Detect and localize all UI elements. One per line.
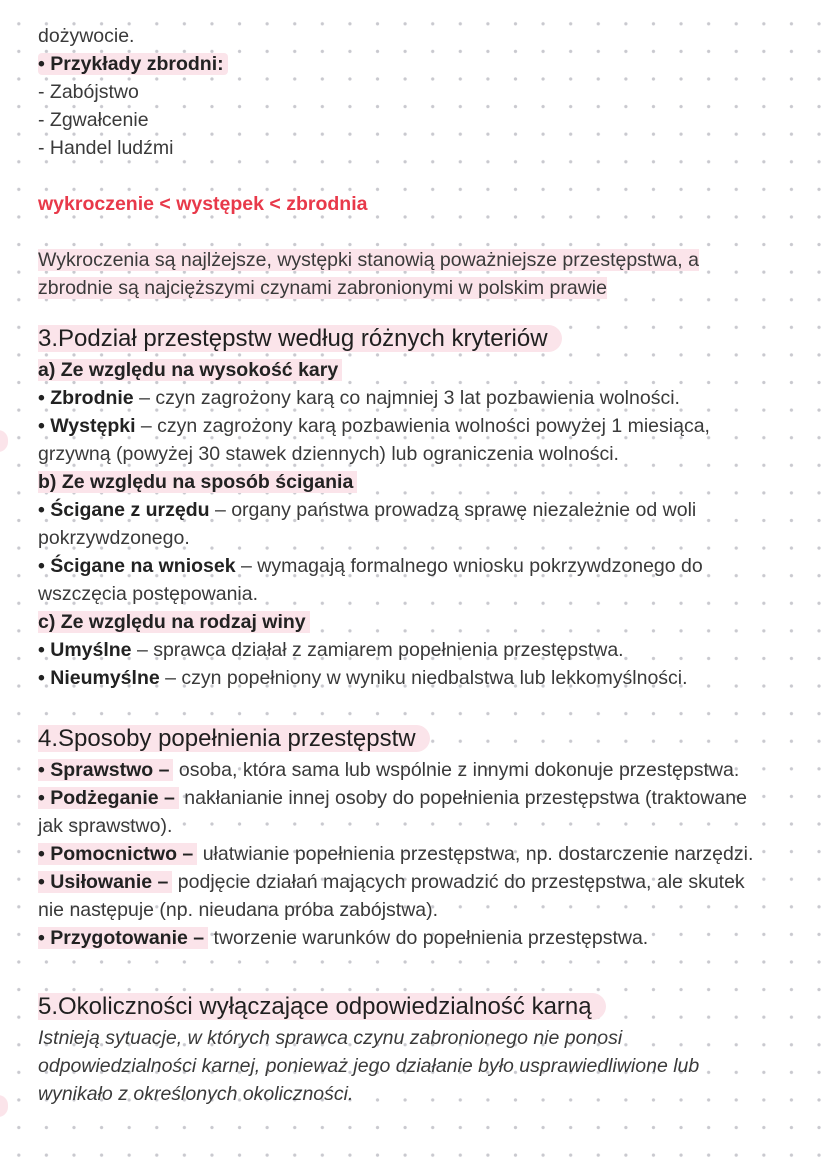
list-item: • Ścigane na wniosek – wymagają formalnego wniosku pokrzywdzonego do: [38, 555, 703, 577]
list-item-continuation: grzywną (powyżej 30 stawek dziennych) lub ograniczenia wolności.: [38, 443, 619, 465]
list-item: • Podżeganie – nakłanianie innej osoby do popełnienia przestępstwa (traktowane: [38, 787, 747, 809]
list-item: • Sprawstwo – osoba, która sama lub wspólnie z innymi dokonuje przestępstwa.: [38, 759, 740, 781]
examples-title: • Przykłady zbrodni:: [38, 50, 808, 78]
crime-hierarchy: wykroczenie < występek < zbrodnia: [38, 193, 368, 215]
criterion-c-title: c) Ze względu na rodzaj winy: [38, 608, 808, 636]
list-item-continuation: wszczęcia postępowania.: [38, 583, 259, 605]
list-item: • Usiłowanie – podjęcie działań mających prowadzić do przestępstwa, ale skutek: [38, 871, 745, 893]
section3-title: 3.Podział przestępstw według różnych kryteriów: [38, 322, 808, 356]
section5-text-line: Istnieją sytuacje, w których sprawca czynu zabronionego nie ponosi: [38, 1027, 623, 1049]
criterion-b-title: b) Ze względu na sposób ścigania: [38, 468, 808, 496]
margin-highlight-mark: [0, 430, 8, 452]
section5-text-line: odpowiedzialności karnej, ponieważ jego działanie było usprawiedliwione lub: [38, 1055, 700, 1077]
example-item: - Zabójstwo: [38, 81, 139, 103]
note-page: [38, 22, 808, 1108]
list-item: • Przygotowanie – tworzenie warunków do popełnienia przestępstwa.: [38, 927, 649, 949]
list-item: • Pomocnictwo – ułatwianie popełnienia przestępstwa, np. dostarczenie narzędzi.: [38, 843, 754, 865]
list-item: • Ścigane z urzędu – organy państwa prowadzą sprawę niezależnie od woli: [38, 499, 697, 521]
list-item-continuation: jak sprawstwo).: [38, 815, 173, 837]
criterion-a-title: a) Ze względu na wysokość kary: [38, 356, 808, 384]
example-item: - Handel ludźmi: [38, 137, 174, 159]
intro-line: dożywocie.: [38, 25, 135, 47]
example-item: - Zgwałcenie: [38, 109, 149, 131]
list-item: • Zbrodnie – czyn zagrożony karą co najmniej 3 lat pozbawienia wolności.: [38, 387, 680, 409]
section5-text-line: wynikało z określonych okoliczności.: [38, 1083, 354, 1105]
summary-line: zbrodnie są najcięższymi czynami zabronionymi w polskim prawie: [38, 277, 607, 299]
list-item: • Nieumyślne – czyn popełniony w wyniku niedbalstwa lub lekkomyślności.: [38, 667, 688, 689]
section4-title: 4.Sposoby popełnienia przestępstw: [38, 722, 808, 756]
margin-highlight-mark: [0, 1095, 8, 1117]
list-item: • Występki – czyn zagrożony karą pozbawienia wolności powyżej 1 miesiąca,: [38, 415, 710, 437]
section5-title: 5.Okoliczności wyłączające odpowiedzialność karną: [38, 990, 808, 1024]
summary-line: Wykroczenia są najlżejsze, występki stanowią poważniejsze przestępstwa, a: [38, 249, 699, 271]
list-item-continuation: pokrzywdzonego.: [38, 527, 190, 549]
list-item-continuation: nie następuje (np. nieudana próba zabójstwa).: [38, 899, 439, 921]
list-item: • Umyślne – sprawca działał z zamiarem popełnienia przestępstwa.: [38, 639, 624, 661]
